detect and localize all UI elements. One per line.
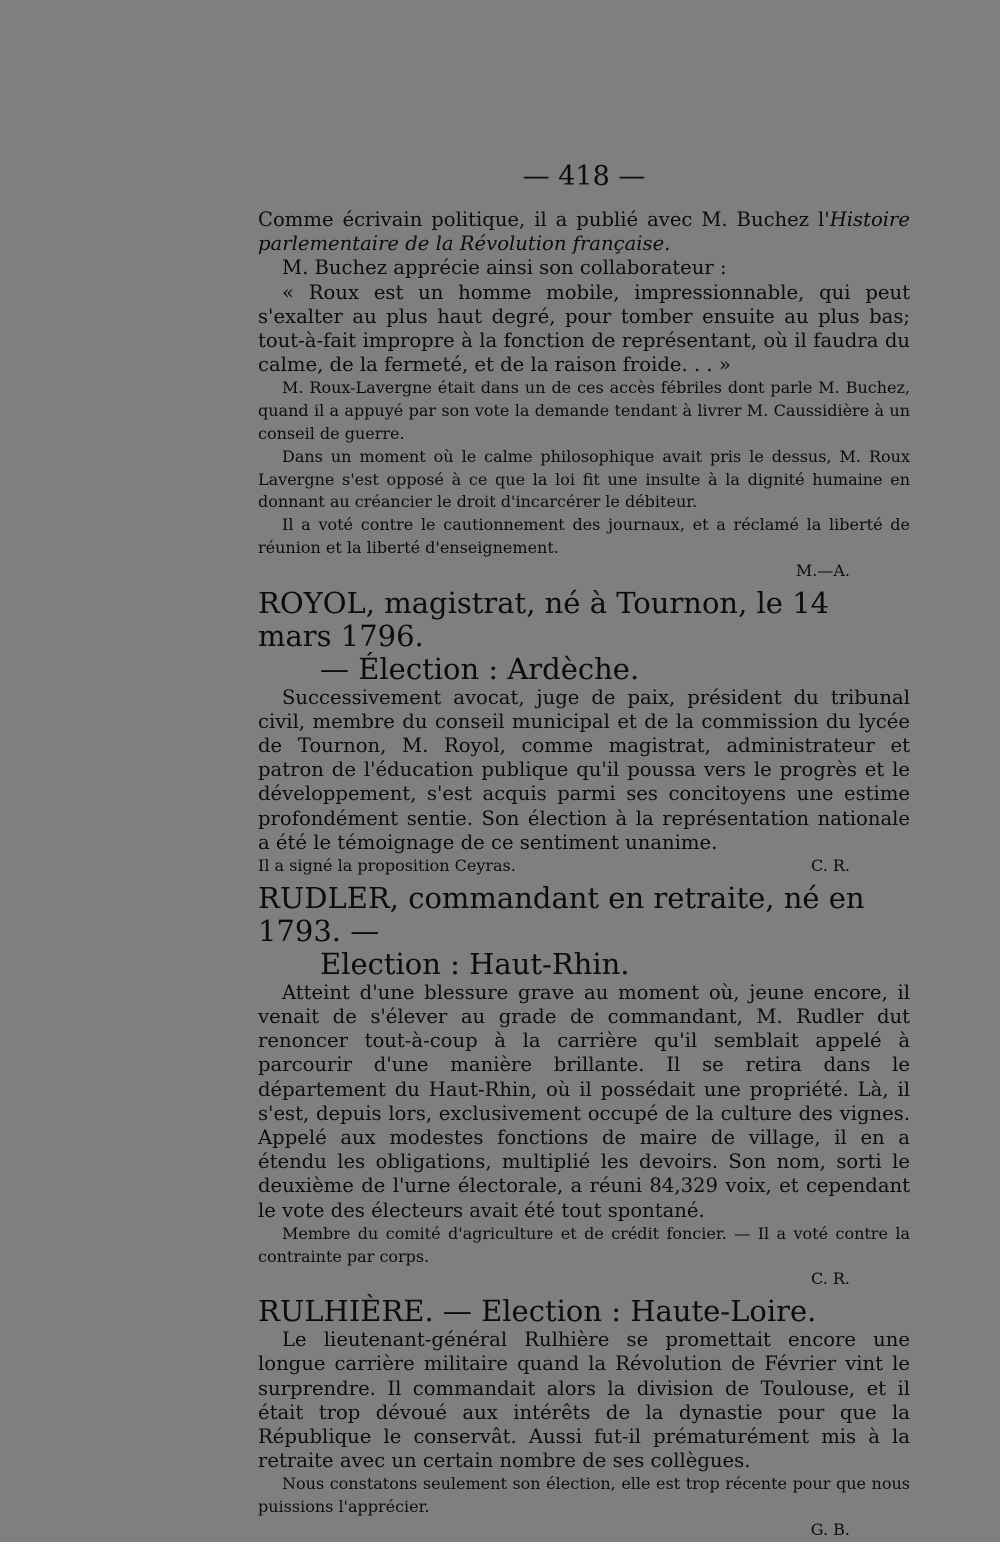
royol-signature-line	[258, 855, 910, 878]
royol-paragraph-1: Successivement avocat, juge de paix, président du tribunal civil, membre du conseil municipal et de la commission du lycée de Tournon, M. Royol, comme magistrat, administrateur et patron de l'éducation publique qu'il poussa vers le progrès et le développement, s'est acquis parmi ses concitoyens une estime profondément sentie. Son élection à la représentation nationale a été le témoignage de ce sentiment unanime.	[258, 685, 910, 854]
royol-heading-line-1: ROYOL, magistrat, né à Tournon, le 14 mars 1796.	[258, 585, 830, 653]
rulhiere-paragraph-1: Le lieutenant-général Rulhière se promettait encore une longue carrière militaire quand la Révolution de Février vint le surprendre. Il commandait alors la division de Toulouse, et il était trop dévoué aux intérêts de la dynastie pour que la République le conservât. Aussi fut-il prématurément mis à la retraite avec un certain nombre de ses collègues.	[258, 1328, 910, 1473]
roux-paragraph-6: Il a voté contre le cautionnement des journaux, et a réclamé la liberté de réunion et la liberté d'enseignement.	[258, 515, 910, 557]
royol-heading-line-2: — Élection : Ardèche.	[320, 651, 640, 686]
rudler-paragraph-2: Membre du comité d'agriculture et de crédit foncier. — Il a voté contre la contrainte par corps.	[258, 1223, 910, 1266]
book-page	[258, 160, 910, 1542]
roux-signature-line	[258, 560, 910, 583]
royol-signature: C. R.	[811, 856, 850, 876]
roux-quote: « Roux est un homme mobile, impressionnable, qui peut s'exalter au plus haut degré, pour tomber ensuite au plus bas; tout-à-fait impropre à la fonction de représentant, où il faudra du calme, de la fermeté, et de la raison froide. . . »	[258, 280, 910, 377]
roux-paragraph-4: M. Roux-Lavergne était dans un de ces accès fébriles dont parle M. Buchez, quand il a appuyé par son vote la demande tendant à livrer M. Caussidière à un conseil de guerre.	[258, 378, 910, 444]
rulhiere-signature: G. B.	[810, 1520, 850, 1540]
rulhiere-signature-line	[258, 1519, 910, 1542]
rudler-signature: C. R.	[811, 1269, 850, 1289]
roux-paragraph-5: Dans un moment où le calme philosophique avait pris le dessus, M. Roux Lavergne s'est opposé à ce que la loi fit une insulte à la dignité humaine en donnant au créancier le droit d'incarcérer le débiteur.	[258, 446, 910, 512]
royol-paragraph-2: Il a signé la proposition Ceyras.	[258, 856, 516, 876]
page-number: — 418 —	[522, 161, 646, 192]
roux-paragraph-1	[258, 208, 910, 256]
rulhiere-paragraph-2: Nous constatons seulement son élection, elle est trop récente pour que nous puissions l'apprécier.	[258, 1474, 910, 1517]
rudler-heading-line-1: RUDLER, commandant en retraite, né en 1793. —	[258, 880, 865, 948]
rudler-paragraph-1: Atteint d'une blessure grave au moment où, jeune encore, il venait de s'élever au grade de commandant, M. Rudler dut renoncer tout-à-coup à la carrière qu'il semblait appelé à parcourir d'une manière brillante. Il se retira dans le département du Haut-Rhin, où il possédait une propriété. Là, il s'est, depuis lors, exclusivement occupé de la culture des vignes. Appelé aux modestes fonctions de maire de village, il en a étendu les obligations, multiplié les devoirs. Son nom, sorti le deuxième de l'urne électorale, a réuni 84,329 voix, et cependant le vote des électeurs avait été tout spontané.	[258, 980, 910, 1222]
rudler-heading	[258, 882, 910, 981]
roux-paragraph-2: M. Buchez apprécie ainsi son collaborateur :	[282, 256, 727, 280]
royol-heading	[258, 587, 910, 686]
rulhiere-heading: RULHIÈRE. — Election : Haute-Loire.	[258, 1294, 817, 1329]
rudler-signature-line	[258, 1268, 910, 1291]
roux-p1-title: Histoire parlementaire de la Révolution française.	[258, 208, 910, 256]
rudler-heading-line-2: Election : Haut-Rhin.	[320, 946, 630, 981]
roux-signature: M.—A.	[795, 560, 850, 580]
roux-p1-text: Comme écrivain politique, il a publié avec M. Buchez l'	[258, 208, 830, 231]
